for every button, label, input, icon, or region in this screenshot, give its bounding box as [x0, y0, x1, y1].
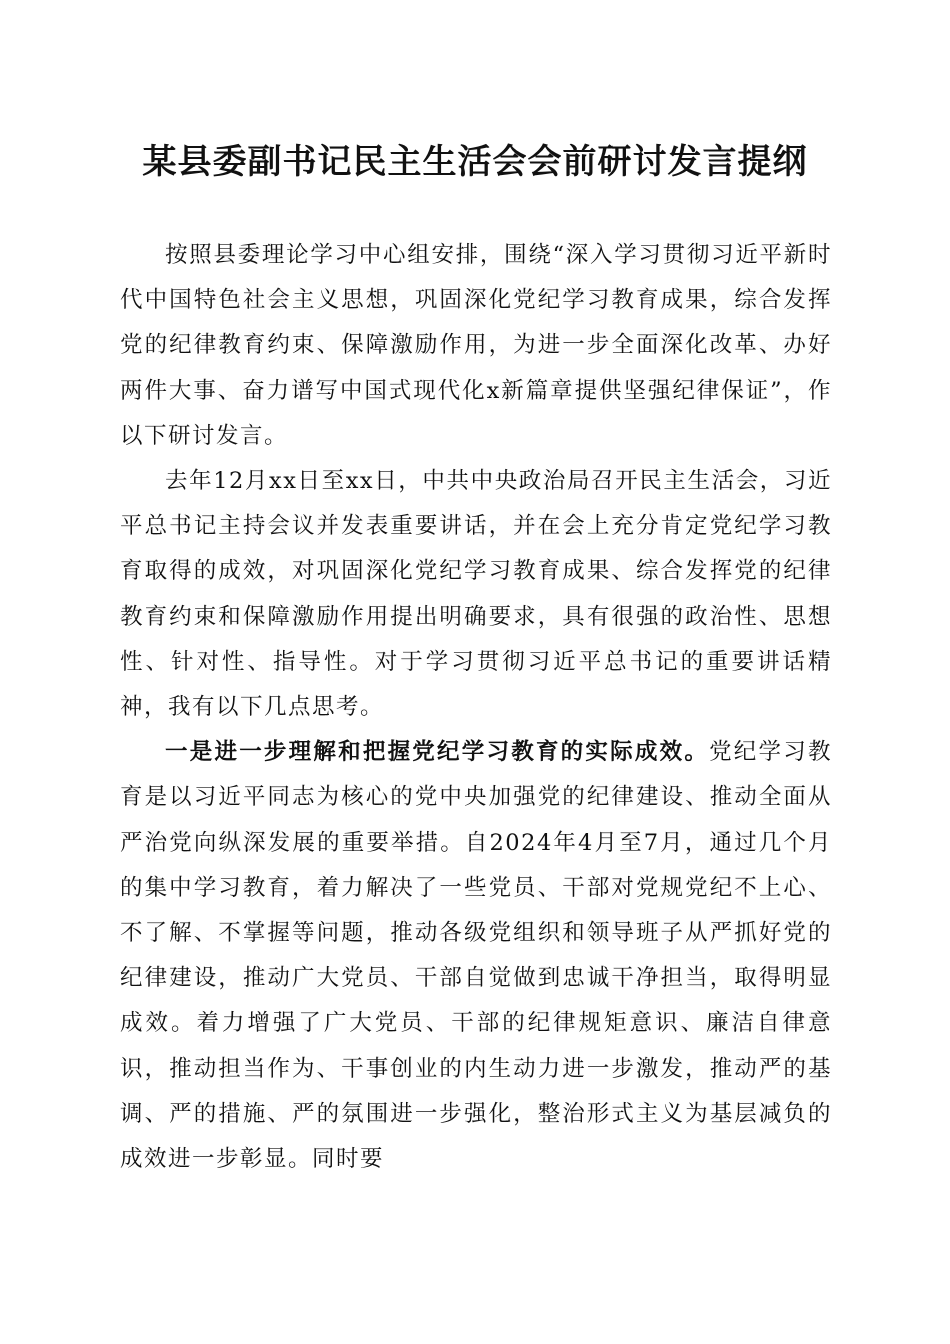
paragraph-3 [120, 730, 832, 1182]
document-title: 某县委副书记民主生活会会前研讨发言提纲 [142, 142, 808, 182]
paragraph-3-text: 党纪学习教育是以习近平同志为核心的党中央加强党的纪律建设、推动全面从严治党向纵深发展的重要举措。自2024年4月至7月，通过几个月的集中学习教育，着力解决了一些党员、干部对党规党纪不上心、不了解、不掌握等问题，推动各级党组织和领导班子从严抓好党的纪律建设，推动广大党员、干部自觉做到忠诚干净担当，取得明显成效。着力增强了广大党员、干部的纪律规矩意识、廉洁自律意识，推动担当作为、干事创业的内生动力进一步激发，推动严的基调、严的措施、严的氛围进一步强化，整治形式主义为基层减负的成效进一步彰显。同时要 [120, 739, 832, 1173]
paragraph-3-lead: 一是进一步理解和把握党纪学习教育的实际成效。 [165, 739, 710, 766]
paragraph-1-text: 按照县委理论学习中心组安排，围绕“深入学习贯彻习近平新时代中国特色社会主义思想，巩固深化党纪学习教育成果，综合发挥党的纪律教育约束、保障激励作用，为进一步全面深化改革、办好两件大事、奋力谱写中国式现代化x新篇章提供坚强纪律保证”，作以下研讨发言。 [120, 242, 832, 449]
paragraph-2 [120, 459, 832, 730]
paragraph-2-text: 去年12月xx日至xx日，中共中央政治局召开民主生活会，习近平总书记主持会议并发表重要讲话，并在会上充分肯定党纪学习教育取得的成效，对巩固深化党纪学习教育成果、综合发挥党的纪律教育约束和保障激励作用提出明确要求，具有很强的政治性、思想性、针对性、指导性。对于学习贯彻习近平总书记的重要讲话精神，我有以下几点思考。 [120, 468, 832, 721]
document-body [120, 233, 832, 1182]
paragraph-1 [120, 233, 832, 459]
